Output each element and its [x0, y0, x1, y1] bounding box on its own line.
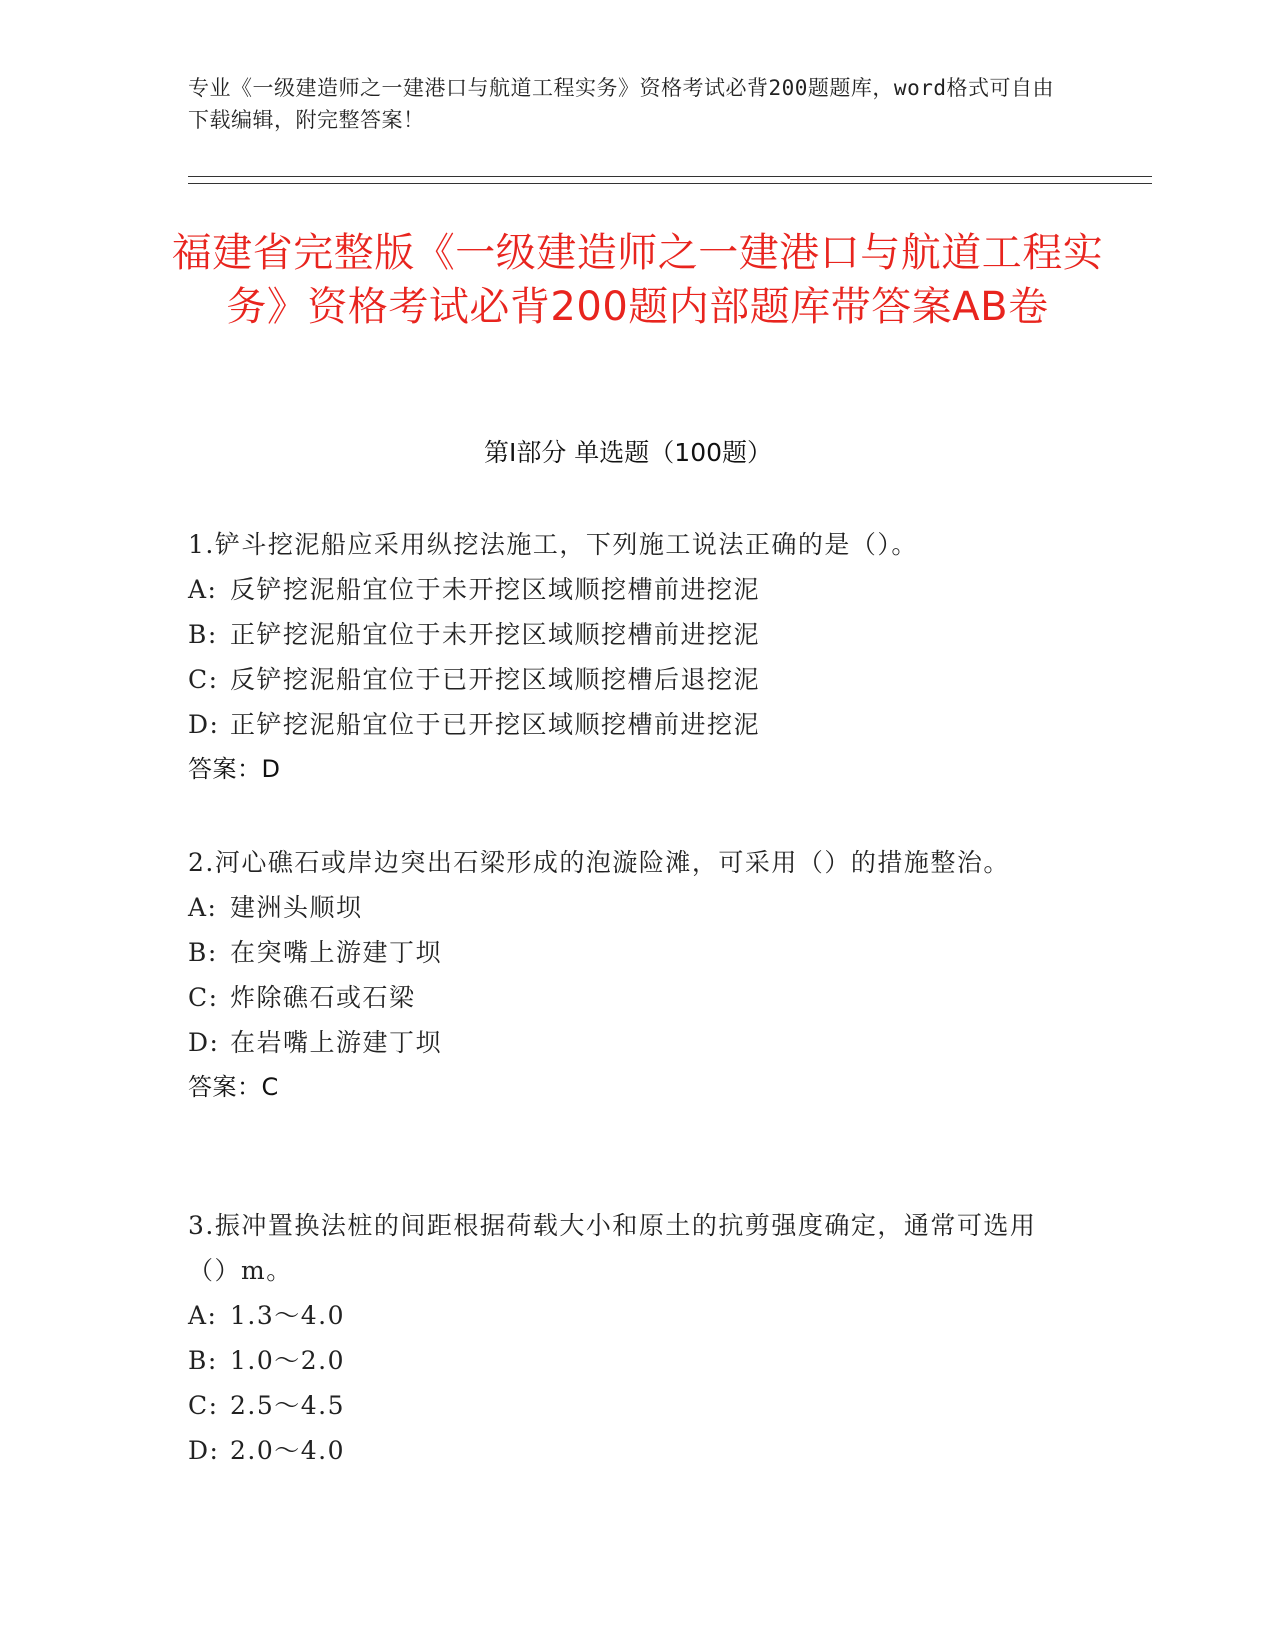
option-text: 反铲挖泥船宜位于未开挖区域顺挖槽前进挖泥	[230, 575, 761, 604]
option-d	[188, 1428, 1068, 1473]
option-c	[188, 1383, 1068, 1428]
option-key: C:	[188, 983, 219, 1012]
option-key: B:	[188, 620, 218, 649]
option-key: A:	[188, 1301, 218, 1330]
option-key: B:	[188, 1346, 218, 1375]
option-text: 正铲挖泥船宜位于已开挖区域顺挖槽前进挖泥	[230, 710, 761, 739]
option-a	[188, 567, 1068, 612]
option-text: 2.5～4.5	[230, 1391, 346, 1420]
option-text: 建洲头顺坝	[230, 893, 363, 922]
question-block	[188, 522, 1068, 792]
option-key: A:	[188, 893, 218, 922]
option-a	[188, 1293, 1068, 1338]
option-key: A:	[188, 575, 218, 604]
option-key: D:	[188, 1436, 220, 1465]
option-key: D:	[188, 1028, 220, 1057]
option-text: 炸除礁石或石梁	[230, 983, 416, 1012]
header-note: 专业《一级建造师之一建港口与航道工程实务》资格考试必背200题题库，word格式可自由下载编辑，附完整答案！	[188, 76, 1054, 132]
option-text: 在突嘴上游建丁坝	[230, 938, 443, 967]
question-block	[188, 1203, 1068, 1473]
option-b	[188, 930, 1068, 975]
document-title: 福建省完整版《一级建造师之一建港口与航道工程实务》资格考试必背200题内部题库带答案AB卷	[171, 230, 1104, 330]
section-title: 第Ⅰ部分 单选题（100题）	[483, 438, 773, 467]
answer-line: 答案：C	[188, 1073, 279, 1101]
option-key: B:	[188, 938, 218, 967]
option-text: 反铲挖泥船宜位于已开挖区域顺挖槽后退挖泥	[230, 665, 761, 694]
question-stem: 1.铲斗挖泥船应采用纵挖法施工，下列施工说法正确的是（）。	[188, 530, 918, 559]
option-d	[188, 702, 1068, 747]
option-a	[188, 885, 1068, 930]
answer-line: 答案：D	[188, 755, 281, 783]
option-c	[188, 975, 1068, 1020]
option-text: 2.0～4.0	[230, 1436, 346, 1465]
question-block	[188, 840, 1068, 1110]
question-stem: 3.振冲置换法桩的间距根据荷载大小和原土的抗剪强度确定，通常可选用（）m。	[188, 1211, 1037, 1285]
option-text: 正铲挖泥船宜位于未开挖区域顺挖槽前进挖泥	[230, 620, 761, 649]
option-text: 1.3～4.0	[230, 1301, 346, 1330]
option-key: C:	[188, 665, 219, 694]
header-rule-bottom	[188, 183, 1152, 184]
option-c	[188, 657, 1068, 702]
option-d	[188, 1020, 1068, 1065]
option-key: D:	[188, 710, 220, 739]
option-b	[188, 612, 1068, 657]
option-b	[188, 1338, 1068, 1383]
option-key: C:	[188, 1391, 219, 1420]
header-rule-top	[188, 176, 1152, 177]
option-text: 在岩嘴上游建丁坝	[230, 1028, 443, 1057]
option-text: 1.0～2.0	[230, 1346, 346, 1375]
question-stem: 2.河心礁石或岸边突出石梁形成的泡漩险滩，可采用（）的措施整治。	[188, 848, 1010, 877]
